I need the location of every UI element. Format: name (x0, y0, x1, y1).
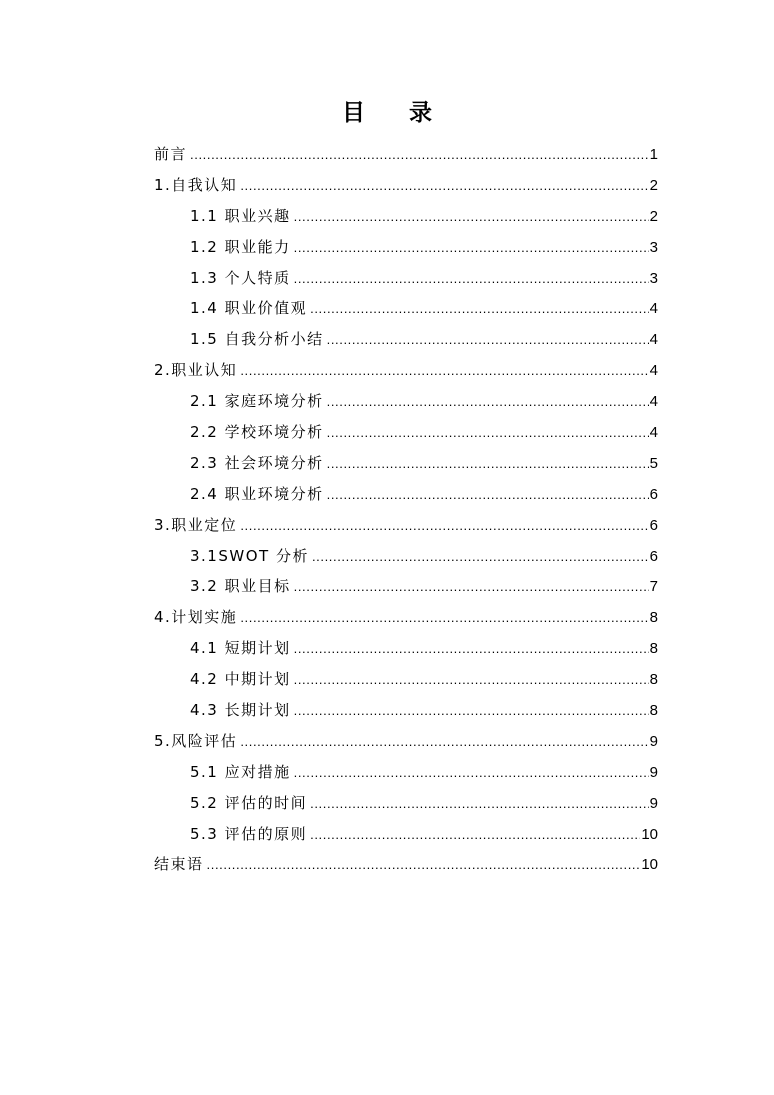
toc-entry[interactable] (154, 232, 658, 263)
toc-entry-label: 5.风险评估 (154, 731, 238, 750)
toc-entry-page-number: 4 (649, 424, 658, 442)
toc-entry[interactable] (154, 664, 658, 695)
toc-entry[interactable] (154, 479, 658, 510)
toc-entry-label: 4.3 长期计划 (190, 701, 291, 720)
dot-leader (294, 696, 649, 726)
toc-entry-page-number: 8 (649, 671, 658, 689)
dot-leader (327, 387, 649, 417)
dot-leader (240, 603, 648, 633)
dot-leader (240, 727, 648, 757)
toc-entry-label: 结束语 (154, 855, 204, 874)
toc-entry-label: 2.3 社会环境分析 (190, 453, 324, 472)
dot-leader (312, 542, 649, 572)
toc-entry-page-number: 8 (649, 702, 658, 720)
toc-entry[interactable] (154, 541, 658, 572)
toc-entry[interactable] (154, 788, 658, 819)
toc-entry-label: 1.1 职业兴趣 (190, 206, 291, 225)
dot-leader (190, 140, 649, 170)
toc-entry[interactable] (154, 849, 658, 880)
toc-entry[interactable] (154, 757, 658, 788)
dot-leader (327, 480, 649, 510)
toc-entry-page-number: 5 (649, 454, 658, 472)
toc-entry-label: 3.职业定位 (154, 515, 238, 534)
toc-entry-page-number: 4 (649, 300, 658, 318)
toc-entry-label: 5.2 评估的时间 (190, 793, 308, 812)
dot-leader (294, 758, 649, 788)
toc-entry[interactable] (154, 448, 658, 479)
dot-leader (310, 789, 649, 819)
toc-entry-label: 1.4 职业价值观 (190, 299, 308, 318)
toc-entry-page-number: 8 (649, 609, 658, 627)
toc-entry-label: 前言 (154, 145, 188, 163)
toc-list (154, 139, 658, 880)
toc-entry[interactable] (154, 602, 658, 633)
dot-leader (310, 294, 649, 324)
dot-leader (294, 233, 649, 263)
toc-entry-label: 1.3 个人特质 (190, 268, 291, 287)
toc-entry-label: 4.计划实施 (154, 608, 238, 627)
dot-leader (310, 820, 640, 850)
toc-entry[interactable] (154, 355, 658, 386)
dot-leader (327, 449, 649, 479)
toc-entry[interactable] (154, 293, 658, 324)
toc-entry[interactable] (154, 170, 658, 201)
toc-entry[interactable] (154, 417, 658, 448)
toc-entry-label: 5.3 评估的原则 (190, 824, 308, 843)
toc-entry-page-number: 1 (649, 146, 658, 163)
toc-entry[interactable] (154, 695, 658, 726)
toc-entry[interactable] (154, 139, 658, 170)
toc-entry-page-number: 7 (649, 578, 658, 596)
dot-leader (327, 418, 649, 448)
toc-entry[interactable] (154, 386, 658, 417)
toc-entry-page-number: 9 (649, 794, 658, 812)
toc-entry-page-number: 3 (649, 238, 658, 256)
toc-entry-page-number: 6 (649, 547, 658, 565)
toc-entry-page-number: 2 (649, 176, 658, 194)
dot-leader (294, 665, 649, 695)
toc-entry-page-number: 10 (641, 825, 658, 843)
dot-leader (327, 325, 649, 355)
toc-entry-label: 2.1 家庭环境分析 (190, 392, 324, 411)
dot-leader (294, 572, 649, 602)
toc-entry[interactable] (154, 819, 658, 850)
toc-entry-page-number: 4 (649, 331, 658, 349)
toc-entry[interactable] (154, 633, 658, 664)
toc-entry-label: 1.自我认知 (154, 175, 238, 194)
toc-entry[interactable] (154, 510, 658, 541)
toc-entry-label: 2.4 职业环境分析 (190, 484, 324, 503)
toc-entry[interactable] (154, 201, 658, 232)
toc-title: 目 录 (341, 100, 450, 126)
toc-entry-page-number: 6 (649, 485, 658, 503)
toc-entry-page-number: 4 (649, 393, 658, 411)
toc-entry-label: 3.2 职业目标 (190, 577, 291, 596)
toc-entry-page-number: 9 (649, 763, 658, 781)
toc-entry-page-number: 3 (649, 269, 658, 287)
toc-entry-page-number: 8 (649, 640, 658, 658)
toc-entry-page-number: 2 (649, 207, 658, 225)
dot-leader (294, 202, 649, 232)
dot-leader (207, 850, 641, 880)
toc-entry-label: 2.职业认知 (154, 361, 238, 380)
toc-entry[interactable] (154, 726, 658, 757)
dot-leader (294, 264, 649, 294)
dot-leader (294, 634, 649, 664)
toc-entry-page-number: 6 (649, 516, 658, 534)
toc-entry[interactable] (154, 324, 658, 355)
toc-entry-label: 1.2 职业能力 (190, 237, 291, 256)
toc-entry-label: 5.1 应对措施 (190, 762, 291, 781)
toc-entry-label: 3.1SWOT 分析 (190, 546, 309, 565)
toc-entry-label: 4.2 中期计划 (190, 670, 291, 689)
dot-leader (240, 171, 648, 201)
dot-leader (240, 511, 648, 541)
toc-entry[interactable] (154, 263, 658, 294)
toc-entry-label: 1.5 自我分析小结 (190, 330, 324, 349)
toc-entry-label: 4.1 短期计划 (190, 639, 291, 658)
dot-leader (240, 356, 648, 386)
toc-entry-page-number: 4 (649, 362, 658, 380)
toc-entry[interactable] (154, 571, 658, 602)
toc-entry-page-number: 10 (641, 856, 658, 874)
toc-entry-label: 2.2 学校环境分析 (190, 423, 324, 442)
toc-entry-page-number: 9 (649, 732, 658, 750)
